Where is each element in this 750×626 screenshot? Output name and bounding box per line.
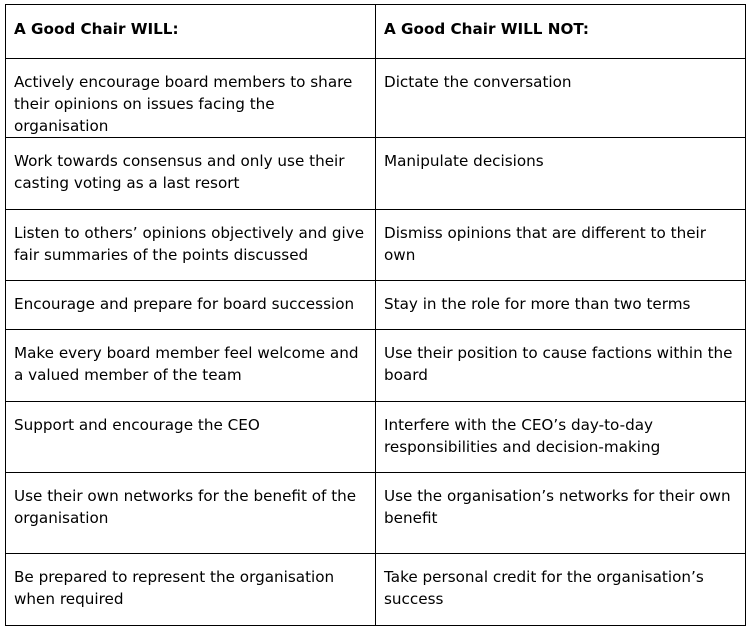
will-cell: Make every board member feel welcome and a valued member of the team [6,330,376,402]
will-cell: Listen to others’ opinions objectively and give fair summaries of the points discussed [6,210,376,281]
header-will-not: A Good Chair WILL NOT: [376,5,746,59]
will-not-cell: Interfere with the CEO’s day-to-day responsibilities and decision-making [376,402,746,473]
will-cell: Be prepared to represent the organisation when required [6,554,376,626]
will-not-cell: Take personal credit for the organisation’s success [376,554,746,626]
will-not-cell: Manipulate decisions [376,138,746,210]
table-header-row [6,5,746,59]
table-row [6,138,746,210]
will-cell: Actively encourage board members to share their opinions on issues facing the organisation [6,59,376,138]
will-not-cell: Stay in the role for more than two terms [376,281,746,330]
will-not-cell: Use the organisation’s networks for their own benefit [376,473,746,554]
will-not-cell: Dismiss opinions that are different to their own [376,210,746,281]
table-row [6,59,746,138]
will-not-cell: Dictate the conversation [376,59,746,138]
will-cell: Work towards consensus and only use their casting voting as a last resort [6,138,376,210]
table-row [6,330,746,402]
table-row [6,281,746,330]
table-row [6,402,746,473]
header-will: A Good Chair WILL: [6,5,376,59]
will-cell: Use their own networks for the benefit of the organisation [6,473,376,554]
will-cell: Encourage and prepare for board succession [6,281,376,330]
table-row [6,473,746,554]
will-cell: Support and encourage the CEO [6,402,376,473]
table-row [6,210,746,281]
will-not-cell: Use their position to cause factions within the board [376,330,746,402]
chair-comparison-table [5,4,746,626]
